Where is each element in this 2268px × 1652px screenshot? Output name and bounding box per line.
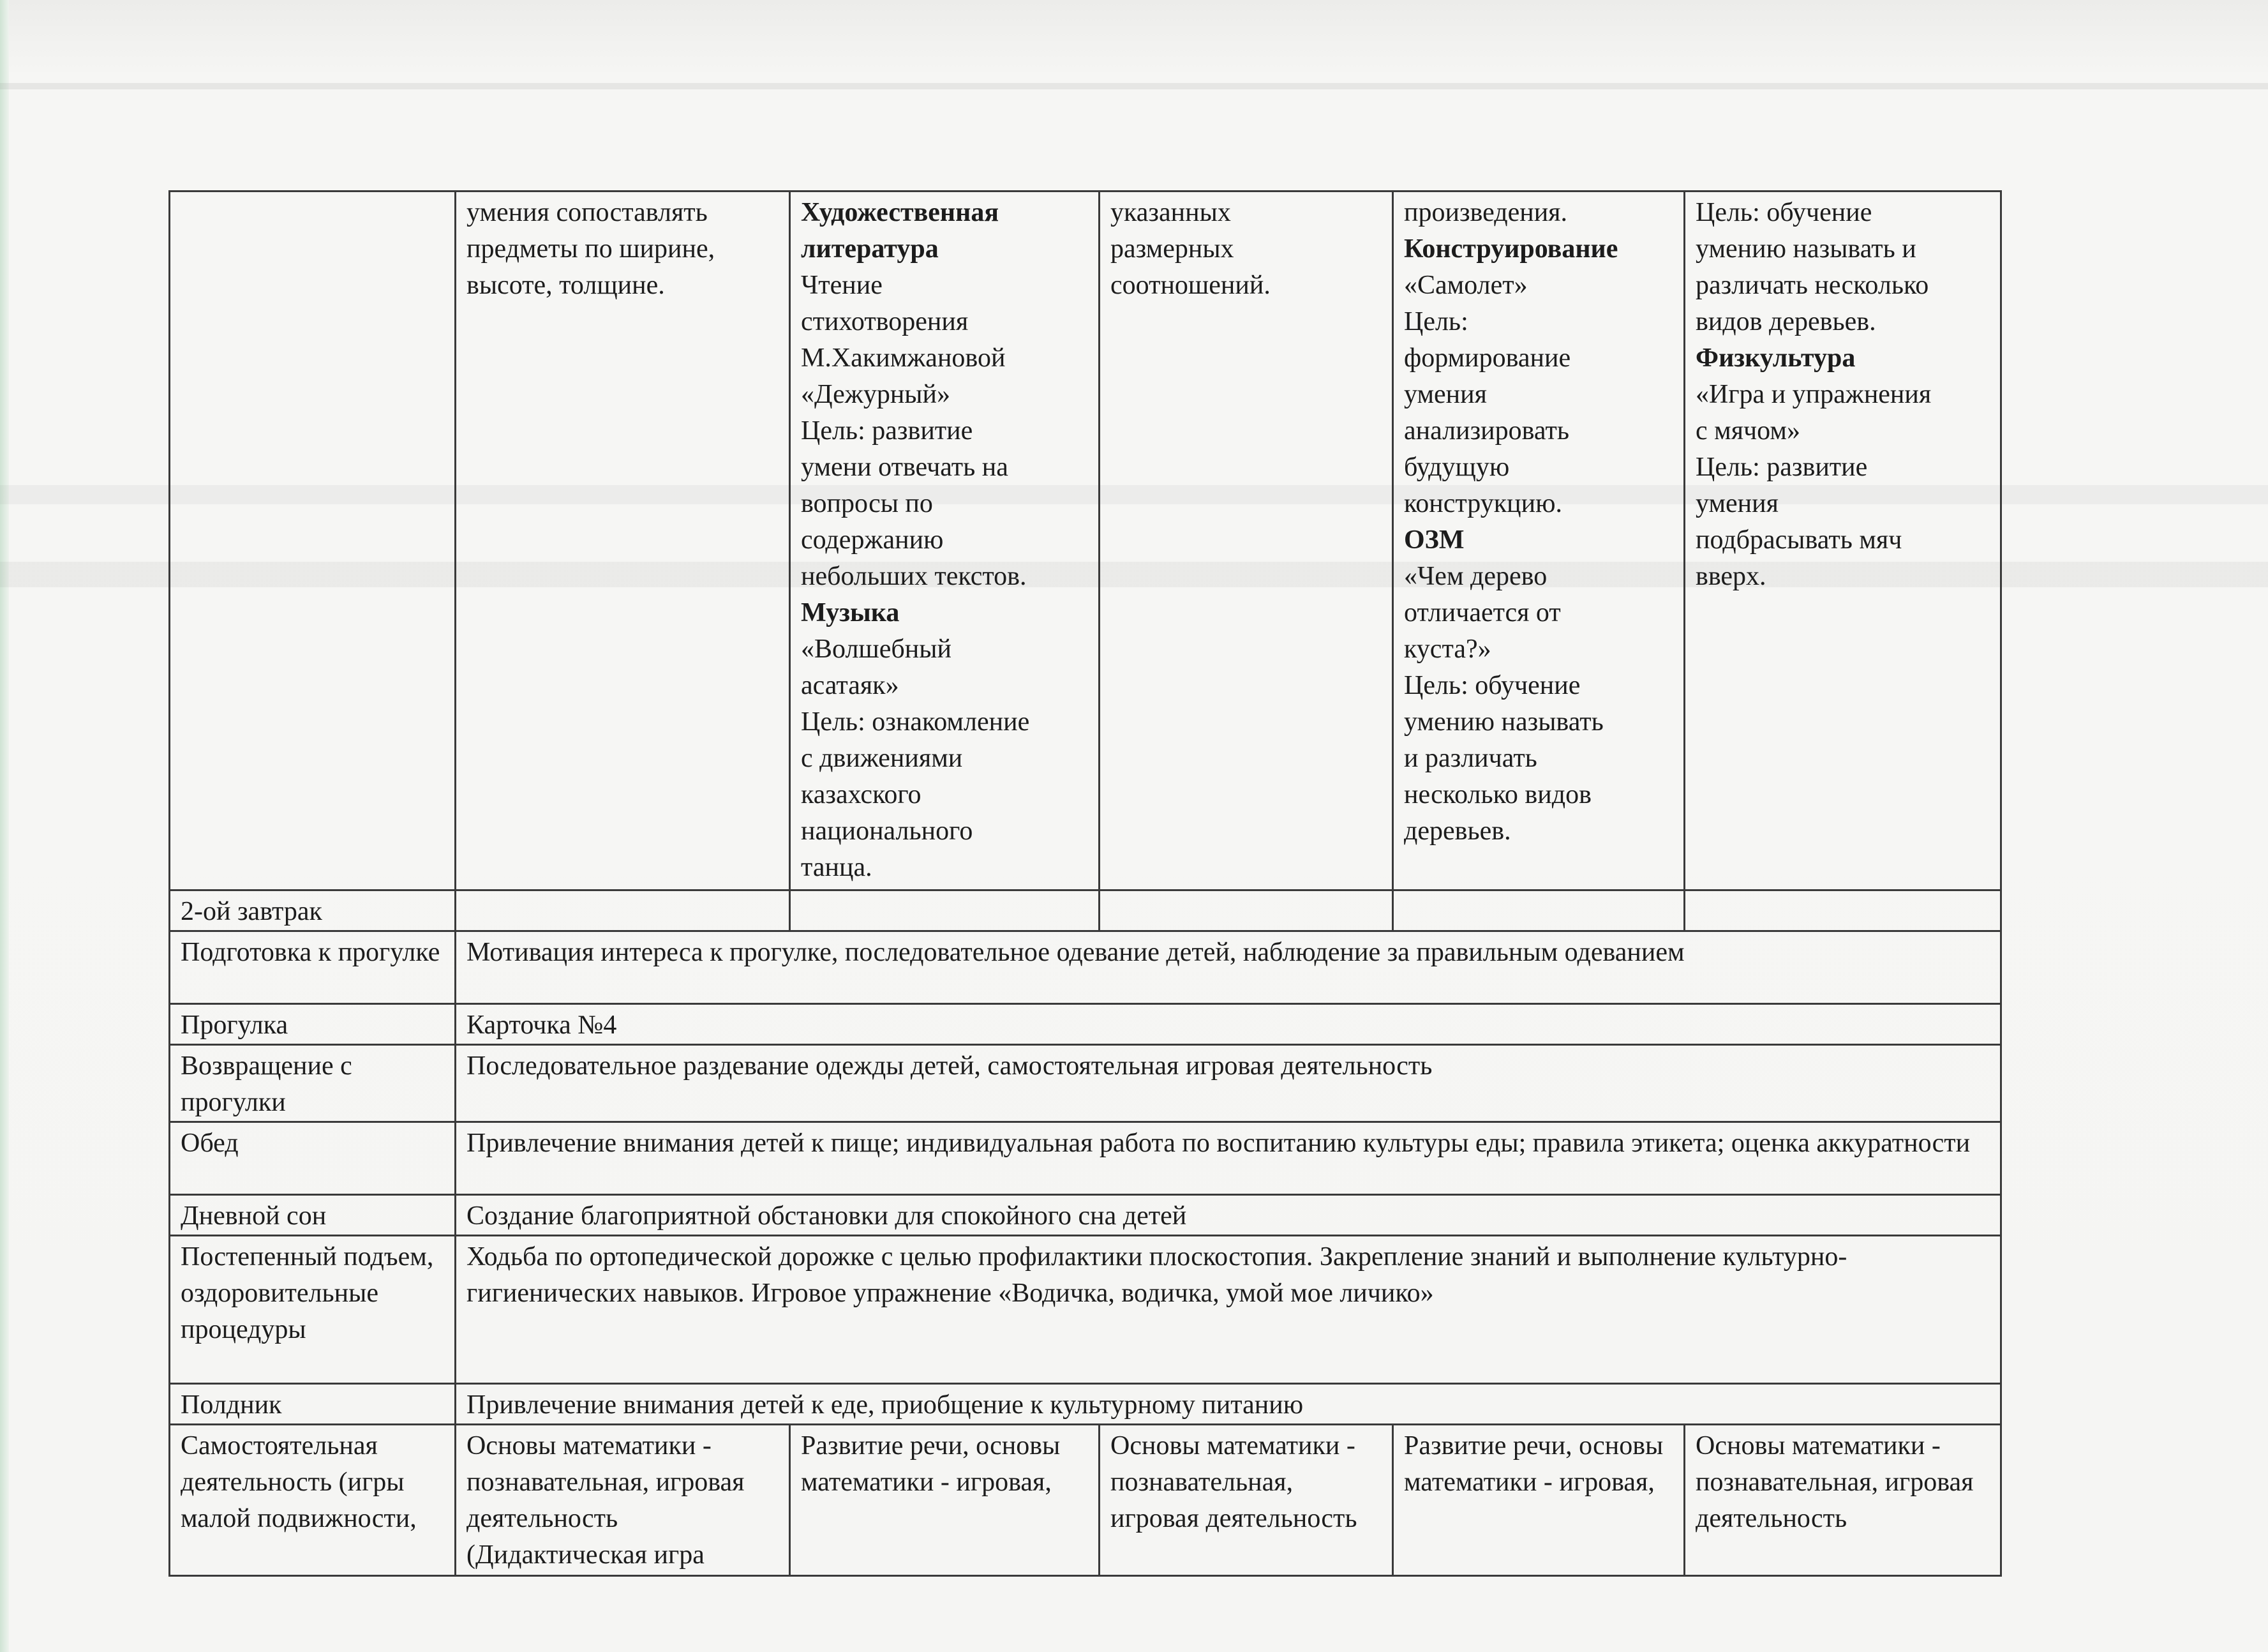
cell-text-line: Чтение	[801, 271, 883, 300]
cell-text-line: «Дежурный»	[801, 380, 950, 409]
cell-text-line: анализировать	[1404, 416, 1569, 446]
row-label-cell: 2-ой завтрак	[170, 890, 456, 931]
cell-col-5	[1685, 191, 2001, 890]
row-label-cell: Полдник	[170, 1384, 456, 1425]
cell-text-line: небольших текстов.	[801, 562, 1027, 591]
cell-text-line: умения	[1696, 489, 1779, 518]
table-row-nap	[170, 1195, 2001, 1236]
cell-text-line: отличается от	[1404, 598, 1561, 627]
cell-text-line: соотношений.	[1110, 271, 1271, 300]
cell-text-line: танца.	[801, 853, 872, 882]
row-label-cell: Самостоятельная деятельность (игры малой подвижности,	[170, 1425, 456, 1576]
cell-col-5	[1685, 890, 2001, 931]
cell-text-line: стихотворения	[801, 307, 969, 336]
cell-col-2	[790, 890, 1100, 931]
row-content-cell: Привлечение внимания детей к еде, приобщение к культурному питанию	[456, 1384, 2001, 1425]
cell-text-line: размерных	[1110, 234, 1234, 264]
row-content-cell: Создание благоприятной обстановки для спокойного сна детей	[456, 1195, 2001, 1236]
cell-text-line: предметы по ширине,	[466, 234, 715, 264]
cell-col-2	[790, 191, 1100, 890]
row-content-cell: Карточка №4	[456, 1004, 2001, 1045]
cell-lines	[801, 195, 1088, 886]
cell-text-line: куста?»	[1404, 635, 1491, 664]
cell-text-line: различать несколько	[1696, 271, 1929, 300]
cell-col-1	[456, 191, 790, 890]
cell-col-1	[456, 890, 790, 931]
cell-text-line: видов деревьев.	[1696, 307, 1876, 336]
cell-text-line: «Волшебный	[801, 635, 951, 664]
row-label-cell: Подготовка к прогулке	[170, 931, 456, 1004]
cell-text-line: Конструирование	[1404, 234, 1618, 264]
cell-col-3: Основы математики - познавательная, игровая деятельность	[1100, 1425, 1393, 1576]
cell-text-line: Цель: обучение	[1696, 198, 1872, 227]
cell-text-line: указанных	[1110, 198, 1231, 227]
cell-text-line: Цель: развитие	[1696, 453, 1868, 482]
cell-lines	[1404, 195, 1673, 850]
cell-text-line: асатаяк»	[801, 671, 899, 700]
cell-col-1: Основы математики - познавательная, игровая деятельность (Дидактическая игра	[456, 1425, 790, 1576]
cell-text-line: Цель: обучение	[1404, 671, 1581, 700]
table-row-lunch	[170, 1122, 2001, 1195]
cell-text-line: вопросы по	[801, 489, 933, 518]
cell-text-line: казахского	[801, 780, 921, 809]
table-row-breakfast2	[170, 890, 2001, 931]
table-row-walk-prep	[170, 931, 2001, 1004]
table-row-snack	[170, 1384, 2001, 1425]
table-row-return	[170, 1045, 2001, 1122]
cell-col-3	[1100, 191, 1393, 890]
scan-streak	[0, 83, 2268, 89]
row-label-cell: Возвращение с прогулки	[170, 1045, 456, 1122]
row-label-cell: Дневной сон	[170, 1195, 456, 1236]
cell-text-line: Музыка	[801, 598, 900, 627]
cell-text-line: Художественная	[801, 198, 999, 227]
cell-text-line: формирование	[1404, 343, 1571, 373]
cell-col-5: Основы математики - познавательная, игровая деятельность	[1685, 1425, 2001, 1576]
row-label-cell: Постепенный подъем, оздоровительные процедуры	[170, 1236, 456, 1384]
cell-lines	[466, 195, 779, 304]
row-content-cell: Мотивация интереса к прогулке, последовательное одевание детей, наблюдение за правильным одеванием	[456, 931, 2001, 1004]
cell-text-line: содержанию	[801, 525, 944, 555]
cell-col-4: Развитие речи, основы математики - игровая,	[1393, 1425, 1685, 1576]
row-content-cell: Привлечение внимания детей к пище; индивидуальная работа по воспитанию культуры еды; правила этикета; оценка аккуратности	[456, 1122, 2001, 1195]
cell-text-line: умению называть и	[1696, 234, 1916, 264]
cell-text-line: умению называть	[1404, 707, 1604, 737]
cell-col-3	[1100, 890, 1393, 931]
cell-text-line: несколько видов	[1404, 780, 1592, 809]
row-label-cell: Прогулка	[170, 1004, 456, 1045]
cell-text-line: умени отвечать на	[801, 453, 1008, 482]
cell-text-line: будущую	[1404, 453, 1510, 482]
cell-text-line: конструкцию.	[1404, 489, 1562, 518]
cell-text-line: «Игра и упражнения	[1696, 380, 1932, 409]
scan-edge	[0, 0, 9, 1652]
cell-lines	[1110, 195, 1382, 304]
table-row-walk	[170, 1004, 2001, 1045]
cell-text-line: Цель: ознакомление	[801, 707, 1030, 737]
row-content-cell: Последовательное раздевание одежды детей, самостоятельная игровая деятельность	[456, 1045, 2001, 1122]
cell-text-line: вверх.	[1696, 562, 1766, 591]
cell-text-line: и различать	[1404, 744, 1537, 773]
cell-lines	[1696, 195, 1990, 595]
cell-text-line: с движениями	[801, 744, 963, 773]
row-content-cell: Ходьба по ортопедической дорожке с целью профилактики плоскостопия. Закрепление знаний и выполнение культурно-гигиенических навыков. Игровое упражнение «Водичка, водичка, умой мое личико»	[456, 1236, 2001, 1384]
cell-text-line: Цель:	[1404, 307, 1468, 336]
cell-text-line: подбрасывать мяч	[1696, 525, 1902, 555]
cell-text-line: литература	[801, 234, 939, 264]
cell-text-line: Физкультура	[1696, 343, 1856, 373]
cell-text-line: национального	[801, 816, 973, 846]
table-row-activities	[170, 191, 2001, 890]
cell-text-line: «Самолет»	[1404, 271, 1528, 300]
cell-col-4	[1393, 191, 1685, 890]
cell-text-line: произведения.	[1404, 198, 1567, 227]
cell-text-line: деревьев.	[1404, 816, 1511, 846]
cell-text-line: Цель: развитие	[801, 416, 973, 446]
table-row-wakeup	[170, 1236, 2001, 1384]
table-row-independent	[170, 1425, 2001, 1576]
row-label-cell: Обед	[170, 1122, 456, 1195]
cell-text-line: ОЗМ	[1404, 525, 1465, 555]
cell-text-line: с мячом»	[1696, 416, 1800, 446]
cell-col-2: Развитие речи, основы математики - игровая,	[790, 1425, 1100, 1576]
cell-text-line: умения	[1404, 380, 1487, 409]
cell-text-line: умения сопоставлять	[466, 198, 708, 227]
cell-text-line: М.Хакимжановой	[801, 343, 1006, 373]
cell-text-line: «Чем дерево	[1404, 562, 1548, 591]
row-label-cell	[170, 191, 456, 890]
cell-col-4	[1393, 890, 1685, 931]
schedule-table	[168, 190, 2002, 1577]
cell-text-line: высоте, толщине.	[466, 271, 665, 300]
